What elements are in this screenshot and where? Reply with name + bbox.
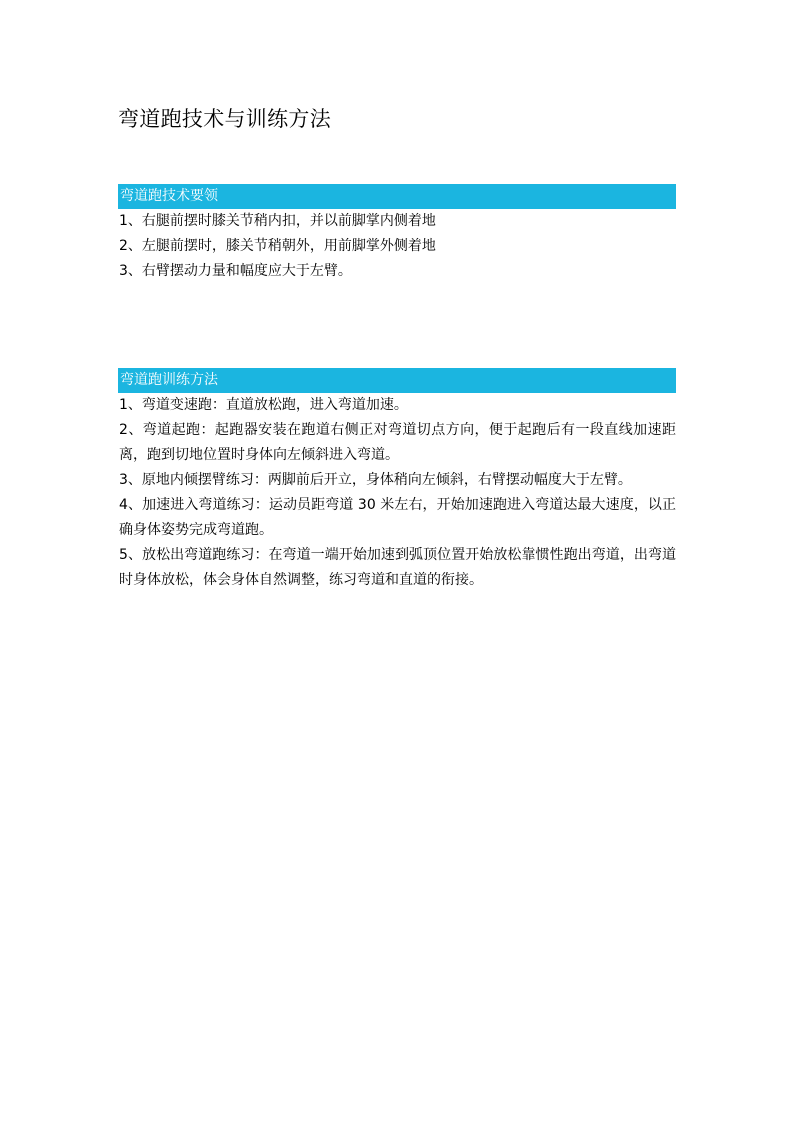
list-item: 3、右臂摆动力量和幅度应大于左臂。 (119, 263, 352, 279)
list-item: 3、原地内倾摆臂练习：两脚前后开立，身体稍向左倾斜，右臂摆动幅度大于左臂。 (119, 472, 632, 488)
document-title: 弯道跑技术与训练方法 (118, 107, 331, 131)
section-header-training: 弯道跑训练方法 (118, 368, 676, 393)
list-item: 2、左腿前摆时，膝关节稍朝外，用前脚掌外侧着地 (119, 238, 436, 254)
section-technique (118, 184, 676, 284)
list-item: 4、加速进入弯道练习：运动员距弯道 30 米左右，开始加速跑进入弯道达最大速度，以正确身体姿势完成弯道跑。 (119, 497, 676, 538)
list-item: 5、放松出弯道跑练习：在弯道一端开始加速到弧顶位置开始放松靠惯性跑出弯道，出弯道时身体放松，体会身体自然调整，练习弯道和直道的衔接。 (119, 547, 676, 588)
section-training (118, 368, 676, 593)
list-item: 2、弯道起跑：起跑器安装在跑道右侧正对弯道切点方向，便于起跑后有一段直线加速距离，跑到切地位置时身体向左倾斜进入弯道。 (119, 422, 676, 463)
list-item: 1、右腿前摆时膝关节稍内扣，并以前脚掌内侧着地 (119, 213, 436, 229)
section-header-technique: 弯道跑技术要领 (118, 184, 676, 209)
list-item: 1、弯道变速跑：直道放松跑，进入弯道加速。 (119, 397, 408, 413)
